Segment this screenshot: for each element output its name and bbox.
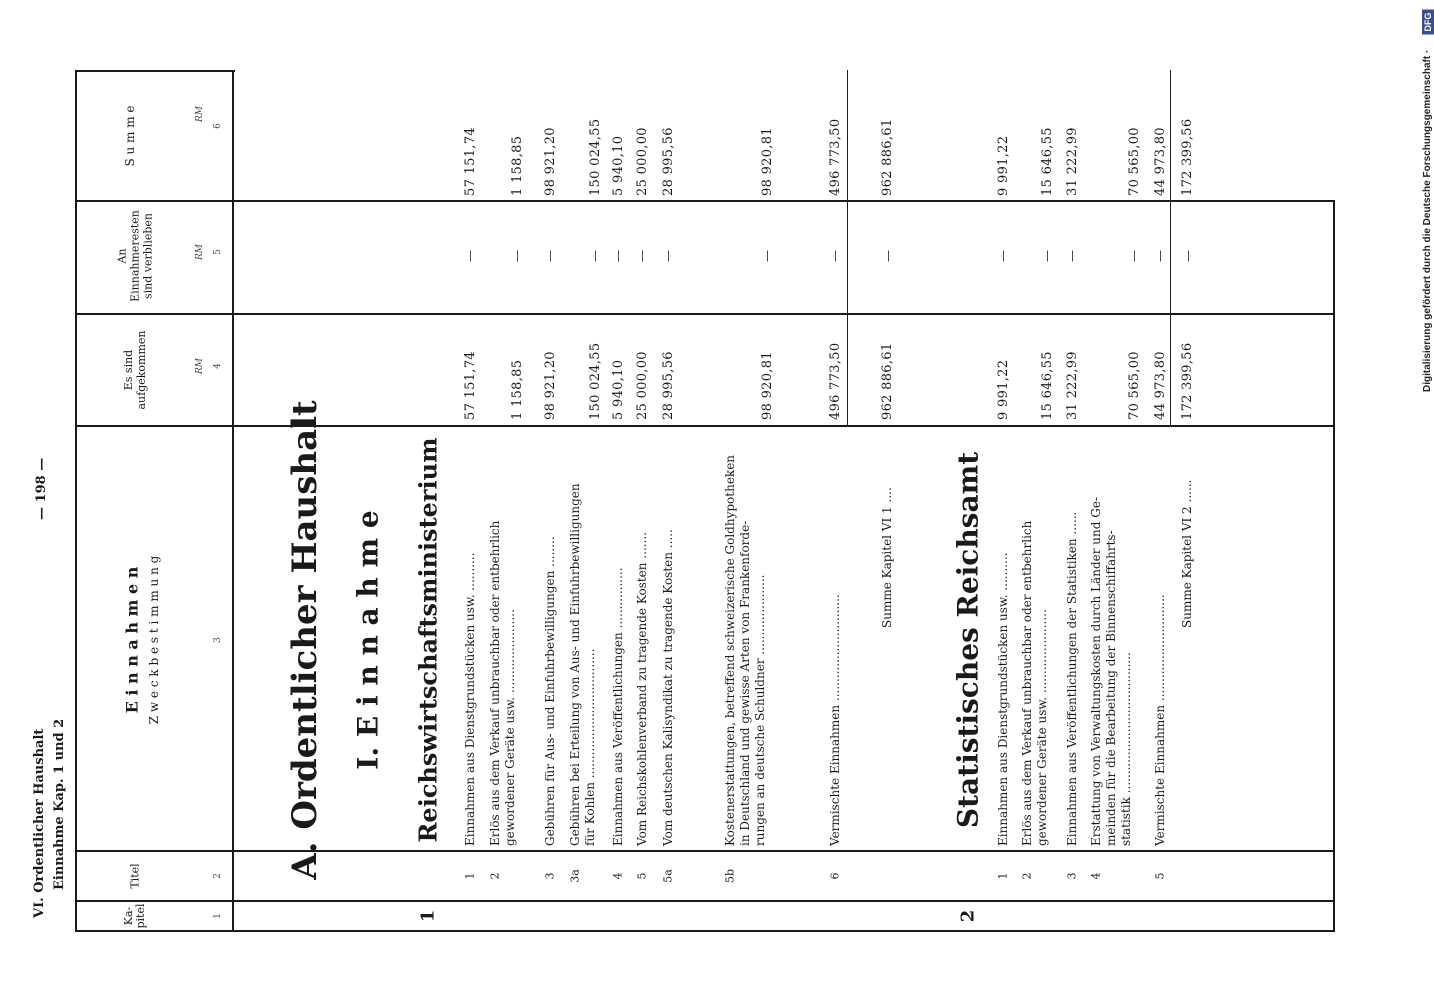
row2-1-titel: 1 bbox=[996, 872, 1010, 880]
unit-sum: RM bbox=[195, 106, 205, 122]
row1-2-text: Erlös aus dem Verkauf unbrauchbar oder entbehrlich gewordener Geräte usw. ...................... bbox=[488, 520, 517, 846]
row2-3-titel: 3 bbox=[1065, 872, 1079, 880]
row1-5-rest: — bbox=[635, 250, 649, 262]
row1-5b-sum: 98 920,81 bbox=[760, 127, 775, 196]
row1-6-sum: 496 773,50 bbox=[828, 118, 843, 196]
row1-3a-text: Gebühren bei Erteilung von Aus- und Einfuhrbewilligungen für Kohlen .................................. bbox=[568, 483, 597, 846]
header-kapitel: Ka- pitel bbox=[122, 903, 147, 929]
row2-4-rest: — bbox=[1127, 250, 1141, 262]
row1-4-text: Einnahmen aus Veröffentlichungen ................ bbox=[611, 567, 625, 846]
row1-6-auf: 496 773,50 bbox=[828, 342, 843, 420]
row2-3-rest: — bbox=[1065, 250, 1079, 262]
row1-5b-auf: 98 920,81 bbox=[760, 351, 775, 420]
row2-4-text: Erstattung von Verwaltungskosten durch Länder und Ge- meinden für die Bearbeitung der Binnenschiffahrts- statistik ..................................... bbox=[1089, 497, 1133, 846]
row2-1-sum: 9 991,22 bbox=[996, 135, 1011, 196]
row1-6-rest: — bbox=[828, 250, 842, 262]
row2-1-auf: 9 991,22 bbox=[996, 359, 1011, 420]
row2-5-rest: — bbox=[1153, 250, 1167, 262]
kapitel-divider bbox=[75, 900, 1335, 902]
table-right-border bbox=[1333, 200, 1335, 932]
row1-5-sum: 25 000,00 bbox=[635, 127, 650, 196]
dfg-logo: DFG bbox=[1422, 10, 1434, 35]
row1-5-auf: 25 000,00 bbox=[635, 351, 650, 420]
kapitel-1: 1 bbox=[417, 909, 439, 923]
row1-4-auf: 5 940,10 bbox=[611, 359, 626, 420]
auf-divider bbox=[75, 313, 1335, 315]
row1-1-auf: 57 151,74 bbox=[463, 351, 478, 420]
row1-2-auf: 1 158,85 bbox=[510, 359, 525, 420]
row1-1-titel: 1 bbox=[463, 872, 477, 880]
dfg-note: Digitalisierung gefördert durch die Deutsche Forschungsgemeinschaft · bbox=[1422, 49, 1433, 392]
sum2-auf: 172 399,56 bbox=[1180, 342, 1195, 420]
sum1-line bbox=[847, 70, 848, 425]
row2-1-rest: — bbox=[996, 250, 1010, 262]
header-zweck: Z w e c k b e s t i m m u n g bbox=[147, 555, 161, 725]
row2-5-auf: 44 973,80 bbox=[1153, 351, 1168, 420]
sum2-line bbox=[1170, 70, 1171, 425]
unit-rest: RM bbox=[195, 244, 205, 260]
sum2-sum: 172 399,56 bbox=[1180, 118, 1195, 196]
row1-3-sum: 98 921,20 bbox=[543, 127, 558, 196]
row1-2-sum: 1 158,85 bbox=[510, 135, 525, 196]
sum1-rest: — bbox=[881, 250, 895, 262]
row1-2-rest: — bbox=[510, 250, 524, 262]
section-subtitle: Einnahme Kap. 1 und 2 bbox=[52, 718, 67, 890]
col-num-3: 3 bbox=[213, 637, 223, 643]
row1-6-titel: 6 bbox=[828, 872, 842, 880]
row1-5b-rest: — bbox=[760, 250, 774, 262]
heading-einnahme: I. E i n n a h m e bbox=[351, 510, 385, 770]
col-num-5: 5 bbox=[213, 249, 223, 255]
heading-a: A. Ordentlicher Haushalt bbox=[285, 400, 325, 880]
row1-1-text: Einnahmen aus Dienstgrundstücken usw. .......... bbox=[463, 552, 477, 846]
row2-2-text: Erlös aus dem Verkauf unbrauchbar oder entbehrlich gewordener Geräte usw. ...................... bbox=[1020, 520, 1049, 846]
kapitel-2: 2 bbox=[957, 909, 979, 923]
col-num-2: 2 bbox=[213, 873, 223, 879]
row2-4-auf: 70 565,00 bbox=[1127, 351, 1142, 420]
row1-3a-sum: 150 024,55 bbox=[588, 118, 603, 196]
row1-5b-titel: 5b bbox=[723, 868, 737, 884]
header-einnahmen: E i n n a h m e n bbox=[122, 566, 142, 714]
row1-4-sum: 5 940,10 bbox=[611, 135, 626, 196]
row1-5a-text: Vom deutschen Kalisyndikat zu tragende Kosten ..... bbox=[661, 529, 675, 846]
row2-2-rest: — bbox=[1040, 250, 1054, 262]
row2-5-text: Vermischte Einnahmen ............................ bbox=[1153, 594, 1167, 846]
col-num-6: 6 bbox=[213, 123, 223, 129]
col-num-1: 1 bbox=[213, 913, 223, 919]
header-aufgekommen: Es sind aufgekommen bbox=[122, 330, 148, 410]
header-titel: Titel bbox=[128, 863, 142, 889]
sum2-label: Summe Kapitel VI 2 ...... bbox=[1180, 479, 1194, 628]
sum1-label: Summe Kapitel VI 1 .... bbox=[880, 487, 894, 628]
row2-4-sum: 70 565,00 bbox=[1127, 127, 1142, 196]
row1-4-titel: 4 bbox=[611, 872, 625, 880]
heading-statistik: Statistisches Reichsamt bbox=[951, 451, 985, 829]
row1-3a-auf: 150 024,55 bbox=[588, 342, 603, 420]
row1-5b-text: Kostenerstattungen, betreffend schweizerische Goldhypotheken in Deutschland und gewisse Arten von Frankenforde- rungen an deutsche Schuldner ..................... bbox=[723, 454, 767, 846]
row1-5-text: Vom Reichskohlenverband zu tragende Kosten ....... bbox=[635, 531, 649, 846]
row1-3-titel: 3 bbox=[543, 872, 557, 880]
row1-3-auf: 98 921,20 bbox=[543, 351, 558, 420]
row2-2-sum: 15 646,55 bbox=[1040, 127, 1055, 196]
row2-2-titel: 2 bbox=[1020, 872, 1034, 880]
row1-5-titel: 5 bbox=[635, 872, 649, 880]
row2-2-auf: 15 646,55 bbox=[1040, 351, 1055, 420]
row1-3-text: Gebühren für Aus- und Einfuhrbewilligungen ........ bbox=[543, 536, 557, 846]
row1-3a-rest: — bbox=[588, 250, 602, 262]
section-title: VI. Ordentlicher Haushalt bbox=[32, 728, 47, 918]
row1-3a-titel: 3a bbox=[568, 869, 582, 883]
row2-3-auf: 31 222,99 bbox=[1065, 351, 1080, 420]
row2-4-titel: 4 bbox=[1089, 872, 1103, 880]
titel-divider bbox=[75, 850, 1335, 852]
row1-4-rest: — bbox=[611, 250, 625, 262]
unit-auf: RM bbox=[195, 358, 205, 374]
sum1-sum: 962 886,61 bbox=[880, 118, 895, 196]
row2-1-text: Einnahmen aus Dienstgrundstücken usw. .......... bbox=[996, 552, 1010, 846]
table-bottom-border bbox=[75, 930, 1335, 932]
row1-3-rest: — bbox=[543, 250, 557, 262]
row1-5a-rest: — bbox=[661, 250, 675, 262]
row2-5-sum: 44 973,80 bbox=[1153, 127, 1168, 196]
row2-3-text: Einnahmen aus Veröffentlichungen der Statistiken ...... bbox=[1065, 511, 1079, 846]
header-summe: S u m m e bbox=[123, 105, 137, 167]
row2-3-sum: 31 222,99 bbox=[1065, 127, 1080, 196]
col-num-4: 4 bbox=[213, 363, 223, 369]
header-reste: An Einnahmeresten sind verblieben bbox=[115, 210, 155, 302]
row1-5a-sum: 28 995,56 bbox=[661, 127, 676, 196]
header-top-line bbox=[75, 70, 235, 72]
sum2-rest: — bbox=[1181, 250, 1195, 262]
page-number: — 198 — bbox=[34, 457, 49, 520]
heading-ministry: Reichswirtschaftsministerium bbox=[413, 437, 443, 843]
row1-1-rest: — bbox=[463, 250, 477, 262]
text-divider bbox=[75, 425, 1335, 427]
sum1-auf: 962 886,61 bbox=[880, 342, 895, 420]
row2-5-titel: 5 bbox=[1153, 872, 1167, 880]
row1-5a-auf: 28 995,56 bbox=[661, 351, 676, 420]
row1-1-sum: 57 151,74 bbox=[463, 127, 478, 196]
row1-2-titel: 2 bbox=[488, 872, 502, 880]
row1-5a-titel: 5a bbox=[661, 869, 675, 883]
rest-divider bbox=[75, 200, 1335, 202]
row1-6-text: Vermischte Einnahmen ............................ bbox=[828, 594, 842, 846]
